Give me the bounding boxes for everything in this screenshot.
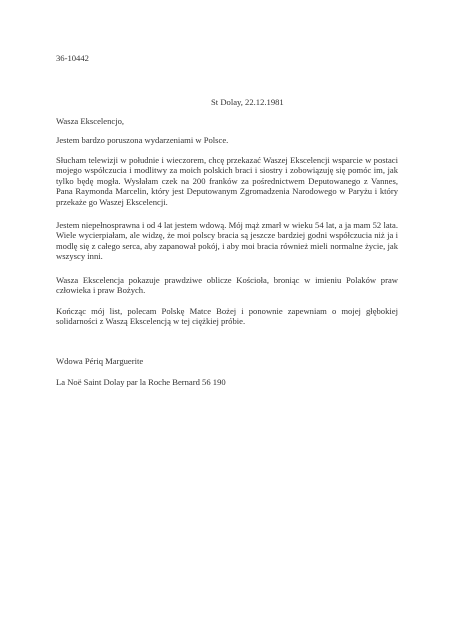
- salutation: Wasza Ekscelencjo,: [56, 116, 125, 126]
- paragraph-3: Jestem niepełnosprawna i od 4 lat jestem wdową. Mój mąż zmarł w wieku 54 lat, a ja mam 52 lata. Wiele wycierpiałam, ale widzę, że moi polscy bracia są jeszcze bardziej godni współczucia niż ja i modlę się z całego serca, aby zapanował pokój, i aby moi bracia również mieli normalne życie, jak wszyscy inni.: [56, 220, 398, 262]
- paragraph-2: Słucham telewizji w południe i wieczorem, chcę przekazać Waszej Ekscelencji wsparcie w postaci mojego współczucia i modlitwy za moich polskich braci i siostry i zobowiązuję się pomóc im, jak tylko będę mogła. Wysłałam czek na 200 franków za pośrednictwem Deputowanego z Vannes, Pana Raymonda Marcelin, który jest Deputowanym Zgromadzenia Narodowego w Paryżu i który przekaże go Waszej Ekscelencji.: [56, 155, 398, 207]
- signature: Wdowa Périq Marguerite: [56, 356, 144, 366]
- paragraph-5: Kończąc mój list, polecam Polskę Matce Bożej i ponownie zapewniam o mojej głębokiej solidarności z Waszą Ekscelencją w tej ciężkiej próbie.: [56, 306, 398, 327]
- date-line: St Dolay, 22.12.1981: [211, 97, 284, 107]
- sender-address: La Noë Saint Dolay par la Roche Bernard 56 190: [56, 377, 226, 387]
- document-reference: 36-10442: [56, 53, 89, 63]
- paragraph-1: Jestem bardzo poruszona wydarzeniami w Polsce.: [56, 135, 229, 145]
- paragraph-4: Wasza Ekscelencja pokazuje prawdziwe oblicze Kościoła, broniąc w imieniu Polaków praw człowieka i praw Bożych.: [56, 275, 398, 296]
